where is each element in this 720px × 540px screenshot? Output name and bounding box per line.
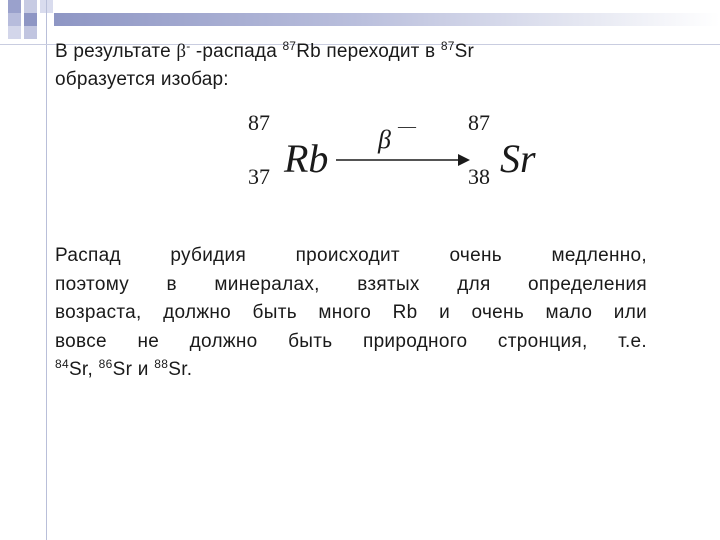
sr-mass-number: 87 (468, 110, 490, 135)
sr-mass-number: 87 (440, 39, 455, 53)
decor-square (8, 26, 21, 39)
vertical-rule (46, 0, 47, 540)
intro-line-2: образуется изобар: (55, 69, 229, 90)
decor-square (8, 13, 21, 26)
sr84-mass-number: 84 (55, 357, 69, 371)
decor-square (24, 13, 37, 26)
header-gradient-band (54, 13, 720, 26)
sr86-symbol: Sr и (112, 359, 155, 380)
rb-mass-number: 87 (248, 110, 270, 135)
slide-header-decoration (0, 0, 720, 40)
beta-symbol: β (176, 41, 187, 62)
paragraph-line-3: возраста, должно быть много Rb и очень мало или (55, 302, 647, 323)
intro-mid: -распада (190, 41, 283, 62)
sr88-mass-number: 88 (154, 357, 169, 371)
rb-mass-number: 87 (282, 39, 297, 53)
paragraph-line-2: поэтому в минералах, взятых для определения (55, 273, 647, 295)
paragraph-line-5 (55, 356, 647, 385)
decor-square (8, 0, 21, 13)
sr84-symbol: Sr, (68, 359, 99, 380)
paragraph-line-1: Распад рубидия происходит очень медленно, (55, 245, 647, 266)
sr-atomic-number: 38 (468, 164, 490, 189)
sr-symbol: Sr (454, 41, 474, 62)
arrow-beta-sup: — (398, 116, 416, 136)
decor-square (24, 0, 37, 13)
rb-element-symbol: Rb (284, 136, 329, 181)
arrow-beta-label: β (378, 125, 391, 154)
rb-atomic-number: 37 (248, 164, 270, 189)
rb-symbol: Rb (296, 41, 321, 62)
paragraph-line-4: вовсе не должно быть природного стронция, т.е. (55, 330, 647, 352)
intro-prefix: В результате (55, 41, 177, 62)
decay-equation (240, 102, 560, 192)
explanation-paragraph (55, 242, 647, 385)
intro-line-1 (55, 38, 655, 66)
sr88-symbol: Sr. (168, 359, 193, 380)
sr-element-symbol: Sr (500, 136, 536, 181)
sr86-mass-number: 86 (98, 357, 113, 371)
decor-square (24, 26, 37, 39)
intro-text (55, 38, 655, 94)
intro-goes-to: переходит в (320, 41, 441, 62)
beta-sup: - (186, 39, 191, 53)
